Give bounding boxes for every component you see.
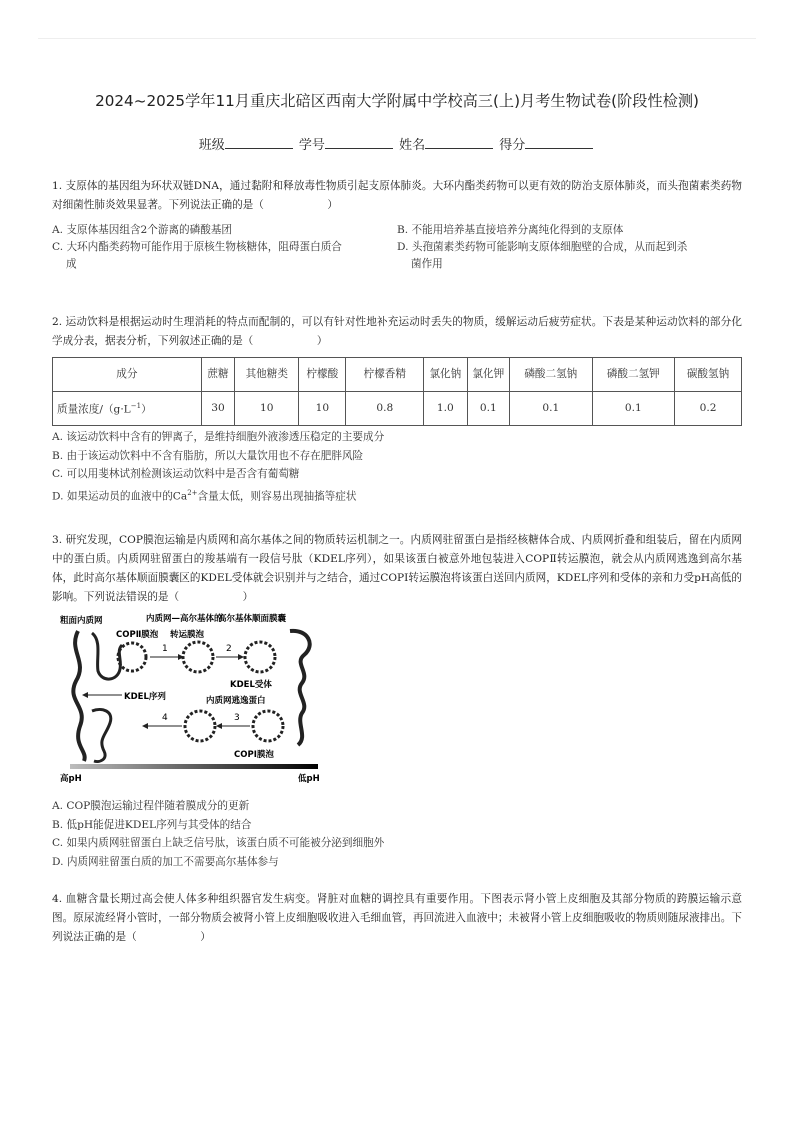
score-label: 得分 [499,138,526,153]
q1-option-b: B. 不能用培养基直接培养分离纯化得到的支原体 [397,224,624,236]
name-blank[interactable] [425,136,493,149]
step-1-number: 1 [162,644,168,654]
label-copii: COPⅡ膜泡 [116,630,159,640]
table-cell: 0.8 [346,392,424,426]
question-3-options [52,797,742,871]
arrow-2-head [238,654,244,660]
table-header-cell: 其他糖类 [235,358,299,392]
table-cell: 10 [235,392,299,426]
top-divider [38,38,756,39]
arrow-4-head [142,723,148,729]
q3-option-a: A. COP膜泡运输过程伴随着膜成分的更新 [52,800,250,812]
table-cell: 30 [201,392,235,426]
table-cell: 10 [299,392,346,426]
q2-option-c: C. 可以用斐林试剂检测该运动饮料中是否含有葡萄糖 [52,468,300,480]
label-rough-er: 粗面内质网 [60,616,103,626]
score-blank[interactable] [525,136,593,149]
q1-option-c [52,239,397,273]
label-golgi-cis: 高尔基体顺面膜囊 [218,614,287,624]
label-transport-vesicle-2: 转运膜泡 [170,630,205,640]
label-copi: COPⅠ膜泡 [234,750,274,760]
table-header-row [53,358,742,392]
table-header-cell: 成分 [53,358,202,392]
label-escape-protein: 内质网逃逸蛋白 [206,696,266,706]
cop-transport-diagram [58,611,328,786]
q2-option-a: A. 该运动饮料中含有的钾离子，是维持细胞外液渗透压稳定的主要成分 [52,431,385,443]
q3-option-c: C. 如果内质网驻留蛋白上缺乏信号肽，该蛋白质不可能被分泌到细胞外 [52,837,385,849]
q1-option-d [397,239,742,273]
table-cell: 0.1 [467,392,509,426]
arrow-1-head [178,654,184,660]
student-info-line [0,134,794,153]
table-cell: 0.1 [592,392,675,426]
copii-vesicle-2 [183,642,213,672]
q2-option-d: D. 如果运动员的血液中的$Ca^{2+}$含量太低，则容易出现抽搐等症状 [52,488,357,503]
question-2 [52,313,742,506]
q2-option-b: B. 由于该运动饮料中不含有脂肪，所以大量饮用也不存在肥胖风险 [52,449,364,462]
class-blank[interactable] [225,136,293,149]
composition-table [52,357,742,426]
q1-option-c-line1: C. 大环内酯类药物可能作用于原核生物核糖体，阻碍蛋白质合 [52,241,342,253]
q3-option-d: D. 内质网驻留蛋白质的加工不需要高尔基体参与 [52,855,279,868]
table-header-cell: 蔗糖 [201,358,235,392]
class-label: 班级 [198,138,225,153]
table-header-cell: 氯化钾 [467,358,509,392]
label-kdel-receptor: KDEL受体 [230,680,272,690]
copi-vesicle-1 [185,711,215,741]
question-1 [52,177,742,273]
table-header-cell: 磷酸二氢钠 [510,358,593,392]
question-2-stem: 2. 运动饮料是根据运动时生理消耗的特点而配制的，可以有针对性地补充运动时丢失的物质，缓解运动后疲劳症状。下表是某种运动饮料的部分化学成分表，据表分析，下列叙述正确的是（ ） [52,316,742,347]
question-4-stem: 4. 血糖含量长期过高会使人体多种组织器官发生病变。肾脏对血糖的调控具有重要作用。下图表示肾小管上皮细胞及其部分物质的跨膜运输示意图。原尿流经肾小管时，一部分物质会被肾小管上皮细胞吸收进入毛细血管，再回流进入血液中；未被肾小管上皮细胞吸收的物质则随尿液排出。下列说法正确的是（ ） [52,893,742,943]
q1-option-d-line2: 菌作用 [411,258,443,270]
table-cell: 0.2 [675,392,742,426]
arrow-3-head [216,723,222,729]
student-id-blank[interactable] [325,136,393,149]
table-header-cell: 磷酸二氢钾 [592,358,675,392]
copi-vesicle-2 [253,711,283,741]
step-4-number: 4 [162,713,168,723]
name-label: 姓名 [399,138,426,153]
table-header-cell: 柠檬酸 [299,358,346,392]
label-low-ph: 低pH [298,774,320,784]
q1-option-c-line2: 成 [66,258,77,270]
question-1-stem: 1. 支原体的基因组为环状双链DNA，通过黏附和释放毒性物质引起支原体肺炎。大环内酯类药物可以更有效的防治支原体肺炎，而头孢菌素类药物对细菌性肺炎效果显著。下列说法正确的是（ ） [52,180,742,211]
question-3-stem: 3. 研究发现，COP膜泡运输是内质网和高尔基体之间的物质转运机制之一。内质网驻留蛋白是指经核糖体合成、内质网折叠和组装后，留在内质网中的蛋白质。内质网驻留蛋白的羧基端有一段信号肽（KDEL序列），如果该蛋白被意外地包装进入COPⅡ转运膜泡，就会从内质网逃逸到高尔基体，此时高尔基体顺面膜囊区的KDEL受体就会识别并与之结合，通过COPⅠ转运膜泡将该蛋白送回内质网，KDEL序列和受体的亲和力受pH高低的影响。下列说法错误的是（ ） [52,534,742,603]
question-4 [52,890,742,947]
step-2-number: 2 [226,644,232,654]
exam-title: 2024~2025学年11月重庆北碚区西南大学附属中学校高三(上)月考生物试卷(阶段性检测) [95,92,699,110]
label-kdel-sequence: KDEL序列 [124,692,166,702]
student-id-label: 学号 [298,138,325,153]
label-transport-vesicle: 内质网—高尔基体的 [146,614,223,624]
label-high-ph: 高pH [60,774,82,784]
copii-vesicle-1 [118,643,146,671]
er-membrane-shape [73,631,84,761]
table-header-cell: 氯化钠 [424,358,467,392]
q1-option-a: A. 支原体基因组含2个游离的磷酸基团 [52,224,233,236]
question-3 [52,531,742,871]
q3-option-b: B. 低pH能促进KDEL序列与其受体的结合 [52,818,252,831]
question-2-options [52,428,742,506]
table-row-label: 质量浓度$/(g\cdot L^{-1})$ [53,392,202,426]
q1-option-d-line1: D. 头孢菌素类药物可能影响支原体细胞壁的合成，从而起到杀 [397,241,688,253]
table-cell: 1.0 [424,392,467,426]
golgi-vesicle-top [245,642,275,672]
step-3-number: 3 [234,713,240,723]
golgi-membrane-shape [290,631,310,745]
ph-gradient-bar [70,764,318,769]
table-row [53,392,742,426]
table-header-cell: 碳酸氢钠 [675,358,742,392]
table-header-cell: 柠檬香精 [346,358,424,392]
table-cell: 0.1 [510,392,593,426]
arrow-kdel-head [82,692,88,698]
question-1-options [52,222,742,273]
er-fold-lower-shape [92,710,111,762]
